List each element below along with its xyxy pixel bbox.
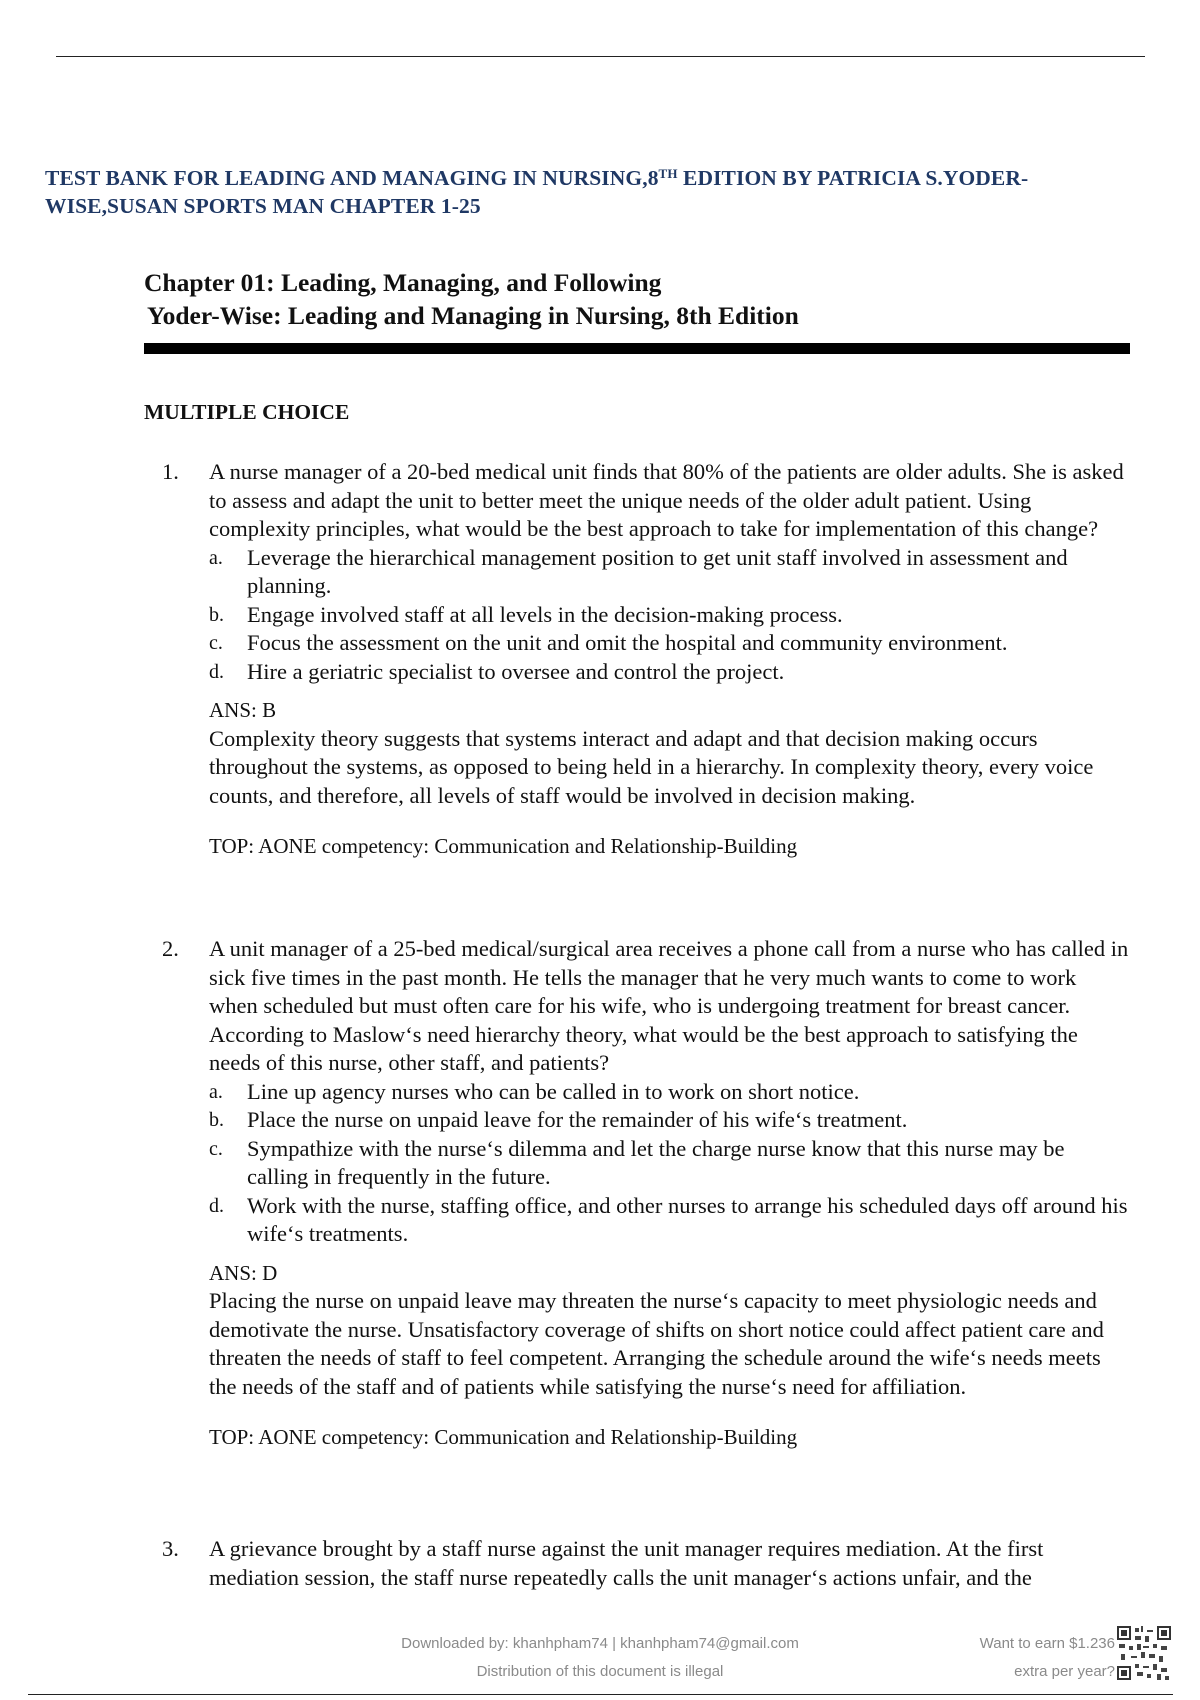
option-text: Work with the nurse, staffing office, and other nurses to arrange his scheduled days off around his wife‘s treatments. bbox=[247, 1192, 1128, 1246]
answer-rationale: Placing the nurse on unpaid leave may threaten the nurse‘s capacity to meet physiologic needs and demotivate the nurse. Unsatisfactory coverage of shifts on short notice could affect patient care and threaten the needs of staff to feel competent. Arranging the schedule around the wife‘s needs meets the needs of the staff and of patients while satisfying the nurse‘s need for affiliation. bbox=[209, 1288, 1104, 1399]
top-rule bbox=[56, 56, 1145, 57]
section-label: MULTIPLE CHOICE bbox=[144, 400, 350, 424]
option-d bbox=[209, 1192, 1130, 1249]
question-stem: A nurse manager of a 20-bed medical unit finds that 80% of the patients are older adults. She is asked to assess and adapt the unit to better meet the unique needs of the older adult patient. Using complexity principles, what would be the best approach to take for implementation of this change? bbox=[209, 459, 1124, 541]
option-b bbox=[209, 601, 1130, 630]
distribution-notice: Distribution of this document is illegal bbox=[476, 1663, 724, 1680]
title-text: TEST BANK FOR LEADING AND MANAGING IN NURSING,8 bbox=[45, 166, 659, 190]
topic-tag: TOP: AONE competency: Communication and Relationship-Building bbox=[209, 1425, 798, 1449]
document-title bbox=[45, 164, 1125, 220]
option-a bbox=[209, 1078, 1130, 1107]
option-letter: d. bbox=[209, 1194, 224, 1217]
option-letter: c. bbox=[209, 632, 223, 654]
option-letter: a. bbox=[209, 546, 223, 569]
question-3 bbox=[150, 1535, 1130, 1592]
question-stem: A grievance brought by a staff nurse against the unit manager requires mediation. At the first mediation session, the staff nurse repeatedly calls the unit manager‘s actions unfair, and the bbox=[209, 1536, 1044, 1590]
option-text: Place the nurse on unpaid leave for the remainder of his wife‘s treatment. bbox=[247, 1107, 908, 1132]
option-letter: c. bbox=[209, 1137, 223, 1160]
qr-code-icon[interactable] bbox=[1117, 1626, 1171, 1680]
option-text: Sympathize with the nurse‘s dilemma and let the charge nurse know that this nurse may be calling in frequently in the future. bbox=[247, 1135, 1065, 1189]
option-text: Line up agency nurses who can be called in to work on short notice. bbox=[247, 1078, 860, 1104]
heading-rule bbox=[144, 343, 1130, 354]
topic-tag: TOP: AONE competency: Communication and Relationship-Building bbox=[209, 834, 798, 858]
answer-key: ANS: B bbox=[209, 698, 277, 722]
option-letter: d. bbox=[209, 660, 224, 683]
chapter-title: Chapter 01: Leading, Managing, and Following bbox=[144, 268, 662, 297]
question-number: 1. bbox=[162, 459, 179, 484]
option-b bbox=[209, 1106, 1130, 1135]
question-1 bbox=[150, 458, 1130, 861]
option-text: Focus the assessment on the unit and omit the hospital and community environment. bbox=[247, 630, 1008, 655]
earn-promo[interactable] bbox=[940, 1630, 1115, 1686]
option-text: Engage involved staff at all levels in the decision-making process. bbox=[247, 601, 843, 627]
answer-options bbox=[209, 1078, 1130, 1249]
option-a bbox=[209, 544, 1130, 601]
question-number: 3. bbox=[162, 1536, 179, 1561]
title-text-cont: EDITION BY PATRICIA S.YODER-WISE,SUSAN SPORTS MAN CHAPTER 1-25 bbox=[45, 166, 1029, 218]
title-superscript: TH bbox=[658, 166, 678, 181]
answer-key: ANS: D bbox=[209, 1260, 278, 1285]
answer-options bbox=[209, 544, 1130, 687]
answer-rationale: Complexity theory suggests that systems interact and adapt and that decision making occurs throughout the systems, as opposed to being held in a hierarchy. In complexity theory, every voice counts, and therefore, all levels of staff would be involved in decision making. bbox=[209, 725, 1094, 808]
option-c bbox=[209, 629, 1130, 658]
option-letter: b. bbox=[209, 603, 224, 626]
earn-promo-line2[interactable]: extra per year? bbox=[1014, 1663, 1115, 1680]
option-text: Hire a geriatric specialist to oversee and control the project. bbox=[247, 658, 785, 684]
option-text: Leverage the hierarchical management position to get unit staff involved in assessment and planning. bbox=[247, 544, 1068, 598]
earn-promo-line1[interactable]: Want to earn $1.236 bbox=[979, 1635, 1115, 1652]
chapter-heading bbox=[144, 266, 1124, 332]
book-title: Yoder-Wise: Leading and Managing in Nursing, 8th Edition bbox=[147, 301, 799, 330]
option-d bbox=[209, 658, 1130, 687]
option-letter: b. bbox=[209, 1109, 224, 1131]
option-c bbox=[209, 1135, 1130, 1192]
bottom-rule bbox=[28, 1694, 1173, 1695]
question-number: 2. bbox=[162, 936, 179, 961]
question-2 bbox=[150, 935, 1130, 1452]
question-stem: A unit manager of a 25-bed medical/surgical area receives a phone call from a nurse who has called in sick five times in the past month. He tells the manager that he very much wants to come to work when scheduled but must often care for his wife, who is undergoing treatment for breast cancer. According to Maslow‘s need hierarchy theory, what would be the best approach to satisfying the needs of this nurse, other staff, and patients? bbox=[209, 936, 1129, 1075]
downloaded-by-text: Downloaded by: khanhpham74 | khanhpham74@gmail.com bbox=[401, 1635, 799, 1652]
option-letter: a. bbox=[209, 1080, 223, 1103]
download-footer bbox=[360, 1630, 840, 1686]
